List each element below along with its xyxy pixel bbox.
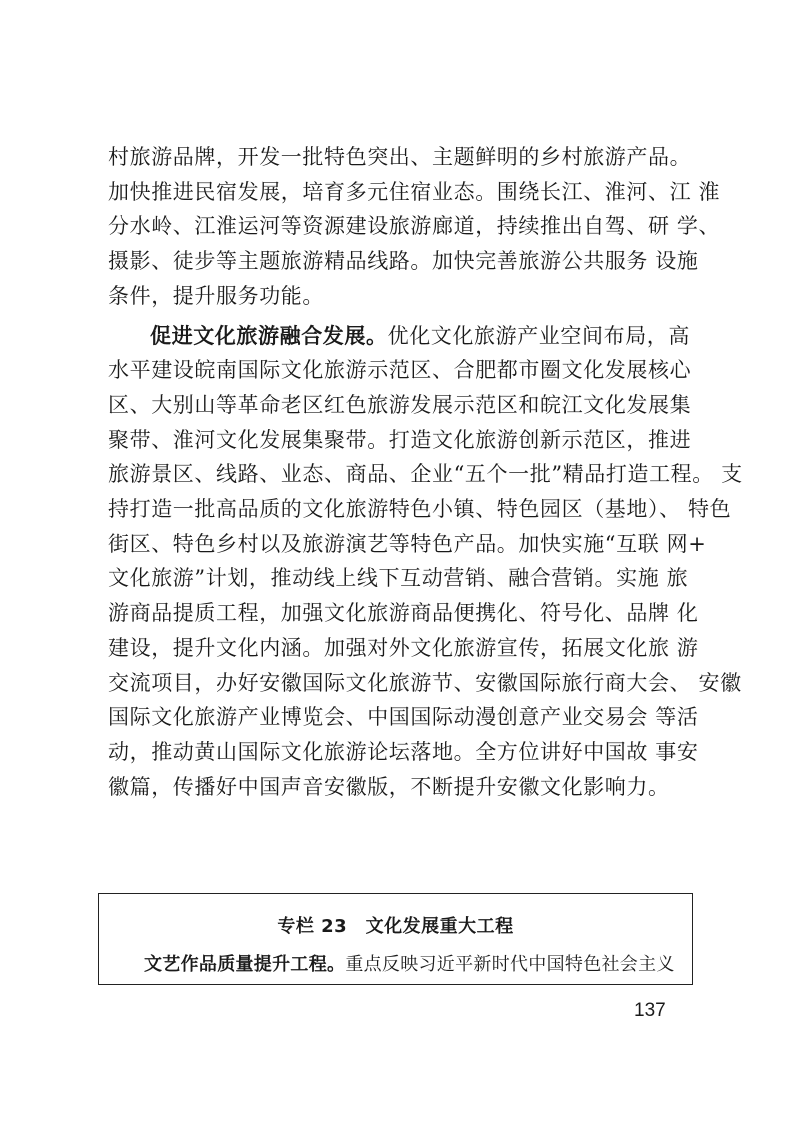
column-box-title: 专栏 23 文化发展重大工程 <box>277 916 514 937</box>
paragraph-heading: 促进文化旅游融合发展。 <box>150 323 388 348</box>
paragraph-line: 摄影、徒步等主题旅游精品线路。加快完善旅游公共服务 设施 <box>108 249 699 274</box>
paragraph-line: 游商品提质工程，加强文化旅游商品便携化、符号化、品牌 化 <box>108 601 699 626</box>
paragraph-line: 分水岭、江淮运河等资源建设旅游廊道，持续推出自驾、研 学、 <box>108 214 721 239</box>
paragraph-line: 水平建设皖南国际文化旅游示范区、合肥都市圈文化发展核心 <box>108 358 692 383</box>
paragraph-line: 条件，提升服务功能。 <box>108 283 324 308</box>
column-box-text <box>144 950 675 976</box>
paragraph-line: 旅游景区、线路、业态、商品、企业“五个一批”精品打造工程。 支 <box>108 462 743 487</box>
paragraph-line: 街区、特色乡村以及旅游演艺等特色产品。加快实施“互联 网+ <box>108 531 707 556</box>
paragraph-line: 文化旅游”计划，推动线上线下互动营销、融合营销。实施 旅 <box>108 566 689 591</box>
paragraph-line: 国际文化旅游产业博览会、中国国际动漫创意产业交易会 等活 <box>108 705 699 730</box>
paragraph-line: 建设，提升文化内涵。加强对外文化旅游宣传，拓展文化旅 游 <box>108 635 699 660</box>
column-box-body: 重点反映习近平新时代中国特色社会主义 <box>345 954 675 975</box>
column-box <box>98 893 693 985</box>
paragraph-line: 区、大别山等革命老区红色旅游发展示范区和皖江文化发展集 <box>108 392 692 417</box>
paragraph-line: 徽篇，传播好中国声音安徽版，不断提升安徽文化影响力。 <box>108 774 670 799</box>
paragraph-line: 动，推动黄山国际文化旅游论坛落地。全方位讲好中国故 事安 <box>108 739 699 764</box>
paragraph-line: 村旅游品牌，开发一批特色突出、主题鲜明的乡村旅游产品。 <box>108 145 692 169</box>
column-box-heading: 文艺作品质量提升工程。 <box>144 954 346 975</box>
paragraph-text: 优化文化旅游产业空间布局，高 <box>387 323 691 348</box>
page-number: 137 <box>634 1000 666 1021</box>
paragraph-line: 交流项目，办好安徽国际文化旅游节、安徽国际旅行商大会、 安徽 <box>108 670 742 695</box>
body-text <box>108 140 743 804</box>
paragraph-first-line <box>108 319 698 354</box>
paragraph-line: 持打造一批高品质的文化旅游特色小镇、特色园区（基地）、 特色 <box>108 497 732 522</box>
paragraph-line: 加快推进民宿发展，培育多元住宿业态。围绕长江、淮河、江 淮 <box>108 179 721 204</box>
paragraph-line: 聚带、淮河文化发展集聚带。打造文化旅游创新示范区，推进 <box>108 427 692 452</box>
